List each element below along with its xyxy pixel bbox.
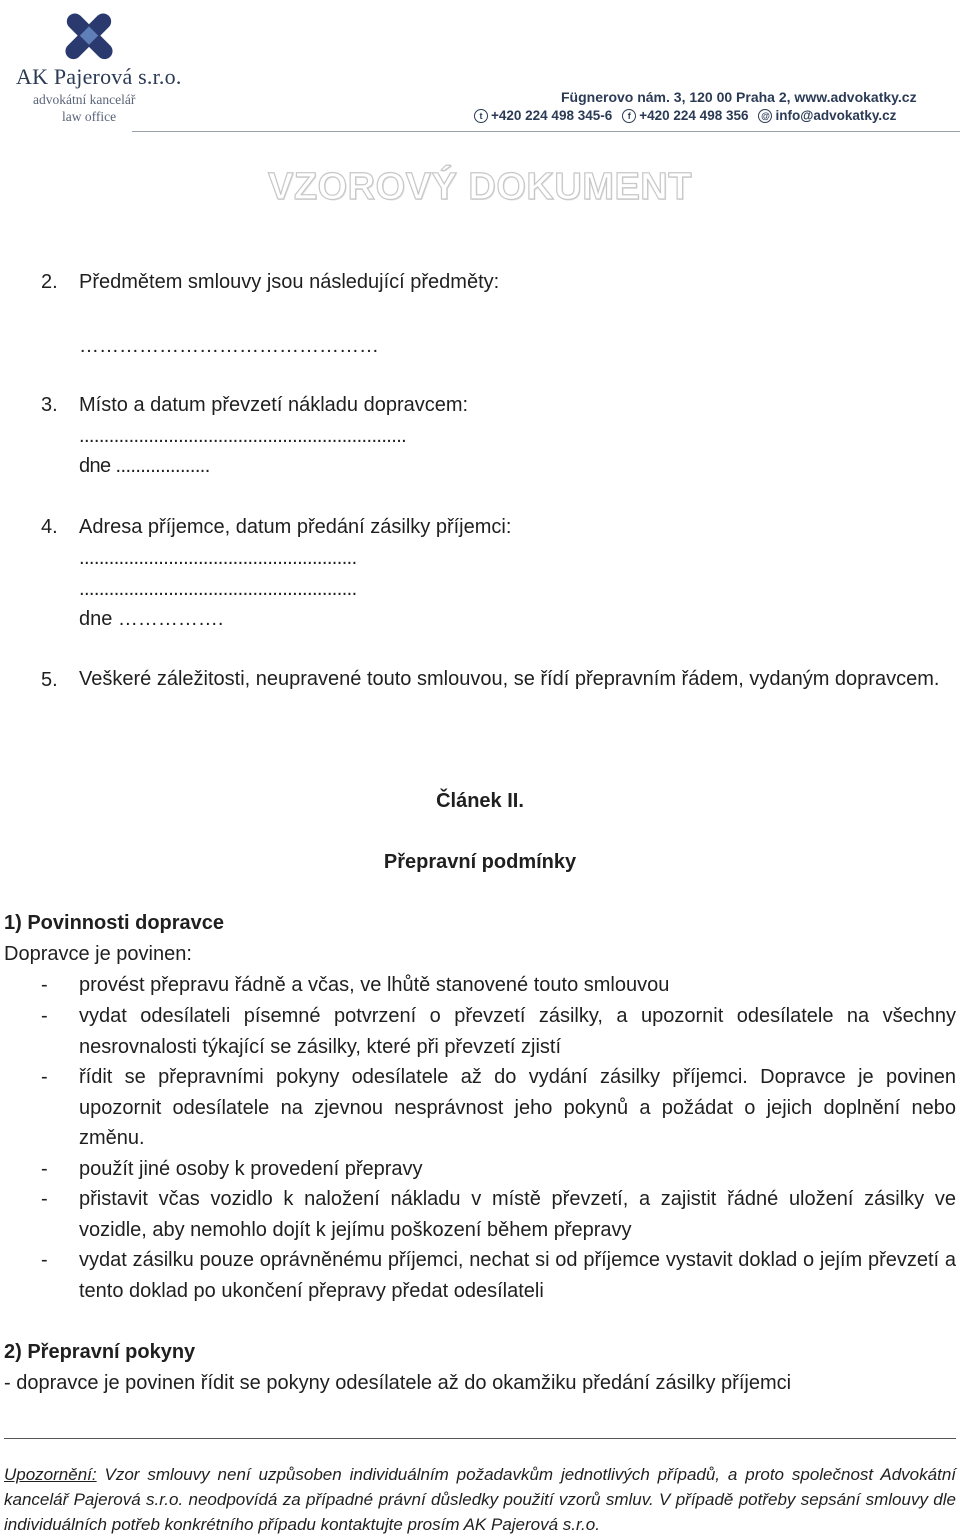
bullet-text: řídit se přepravními pokyny odesílatele až do vydání zásilky příjemci. Dopravce je povinen upozornit odesílatele na zjevnou nesprávnost jeho pokynů a požádat o jejich doplnění nebo změnu.: [79, 1066, 956, 1149]
bullet-dash: -: [41, 1188, 48, 1210]
email-icon: @: [758, 109, 772, 123]
item-number: 4.: [41, 516, 58, 538]
disclaimer: [4, 1462, 956, 1537]
bullet-dash: -: [41, 1066, 48, 1088]
phone-number: +420 224 498 345-6: [491, 108, 613, 123]
bullet-text: přistavit včas vozidlo k naložení nákladu v místě převzetí, a zajistit řádné uložení zásilky ve vozidle, aby nemohlo dojít k jejímu poškození během přepravy: [79, 1188, 956, 1241]
item-text: Předmětem smlouvy jsou následující předměty:: [79, 271, 500, 293]
fax-icon: f: [622, 109, 636, 123]
footer-divider: [4, 1438, 956, 1439]
item-number: 5.: [41, 669, 58, 691]
bullet-text: vydat odesílateli písemné potvrzení o převzetí zásilky, a upozornit odesílatele na všechny nesrovnalosti týkající se zásilky, které při převzetí zjistí: [79, 1005, 956, 1058]
fill-line: ........................................................: [79, 547, 357, 569]
item-number: 3.: [41, 394, 58, 416]
firm-subtitle-en: law office: [62, 109, 117, 124]
bullet-dash: -: [41, 1005, 48, 1027]
bullet-text: vydat zásilku pouze oprávněnému příjemci, nechat si od příjemce vystavit doklad o jejím převzetí a tento doklad po ukončení přepravy předat odesílateli: [79, 1249, 956, 1302]
disclaimer-text: Vzor smlouvy není uzpůsoben individuálním požadavkům jednotlivých případů, a proto společnost Advokátní kancelář Pajerová s.r.o. neodpovídá za případné právní důsledky použití vzorů smluv. V případě potřeby sepsání smlouvy dle individuálních potřeb konkrétního případu kontaktujte prosím AK Pajerová s.r.o.: [4, 1465, 956, 1534]
item-text: Místo a datum převzetí nákladu dopravcem:: [79, 394, 469, 416]
bullet-dash: -: [41, 974, 48, 996]
letterhead: [0, 0, 960, 134]
section-line: - dopravce je povinen řídit se pokyny odesílatele až do okamžiku předání zásilky příjemci: [4, 1372, 792, 1394]
disclaimer-label: Upozornění:: [4, 1465, 97, 1484]
fill-date: dne ...................: [79, 455, 210, 477]
fax-number: +420 224 498 356: [639, 108, 749, 123]
section-intro: Dopravce je povinen:: [4, 943, 192, 965]
logo-icon: [58, 6, 120, 68]
bullet-dash: -: [41, 1249, 48, 1271]
firm-subtitle: advokátní kancelář: [33, 92, 136, 107]
fill-line: ………………………………………: [79, 335, 379, 357]
email-link[interactable]: info@advokatky.cz: [775, 108, 897, 123]
section-heading: 1) Povinnosti dopravce: [4, 912, 225, 934]
fill-line: ........................................................: [79, 578, 357, 600]
item-text: Veškeré záležitosti, neupravené touto smlouvou, se řídí přepravním řádem, vydaným dopravcem.: [79, 668, 940, 690]
contact-line: [474, 108, 896, 123]
bullet-text: použít jiné osoby k provedení přepravy: [79, 1158, 423, 1180]
article-subtitle: Přepravní podmínky: [383, 851, 577, 873]
header-divider: [132, 131, 960, 132]
bullet-text: provést přepravu řádně a včas, ve lhůtě stanovené touto smlouvou: [79, 974, 670, 996]
firm-name: AK Pajerová s.r.o.: [16, 64, 182, 89]
section-heading: 2) Přepravní pokyny: [4, 1341, 196, 1363]
article-title: Článek II.: [436, 790, 524, 812]
fill-line: ..................................................................: [79, 425, 407, 447]
fill-date: dne …………….: [79, 608, 224, 630]
bullet-dash: -: [41, 1158, 48, 1180]
item-text: Adresa příjemce, datum předání zásilky příjemci:: [79, 516, 512, 538]
watermark: VZOROVÝ DOKUMENT: [268, 166, 692, 208]
item-number: 2.: [41, 271, 58, 293]
firm-address: Fügnerovo nám. 3, 120 00 Praha 2, www.advokatky.cz: [561, 89, 917, 105]
phone-icon: t: [474, 109, 488, 123]
